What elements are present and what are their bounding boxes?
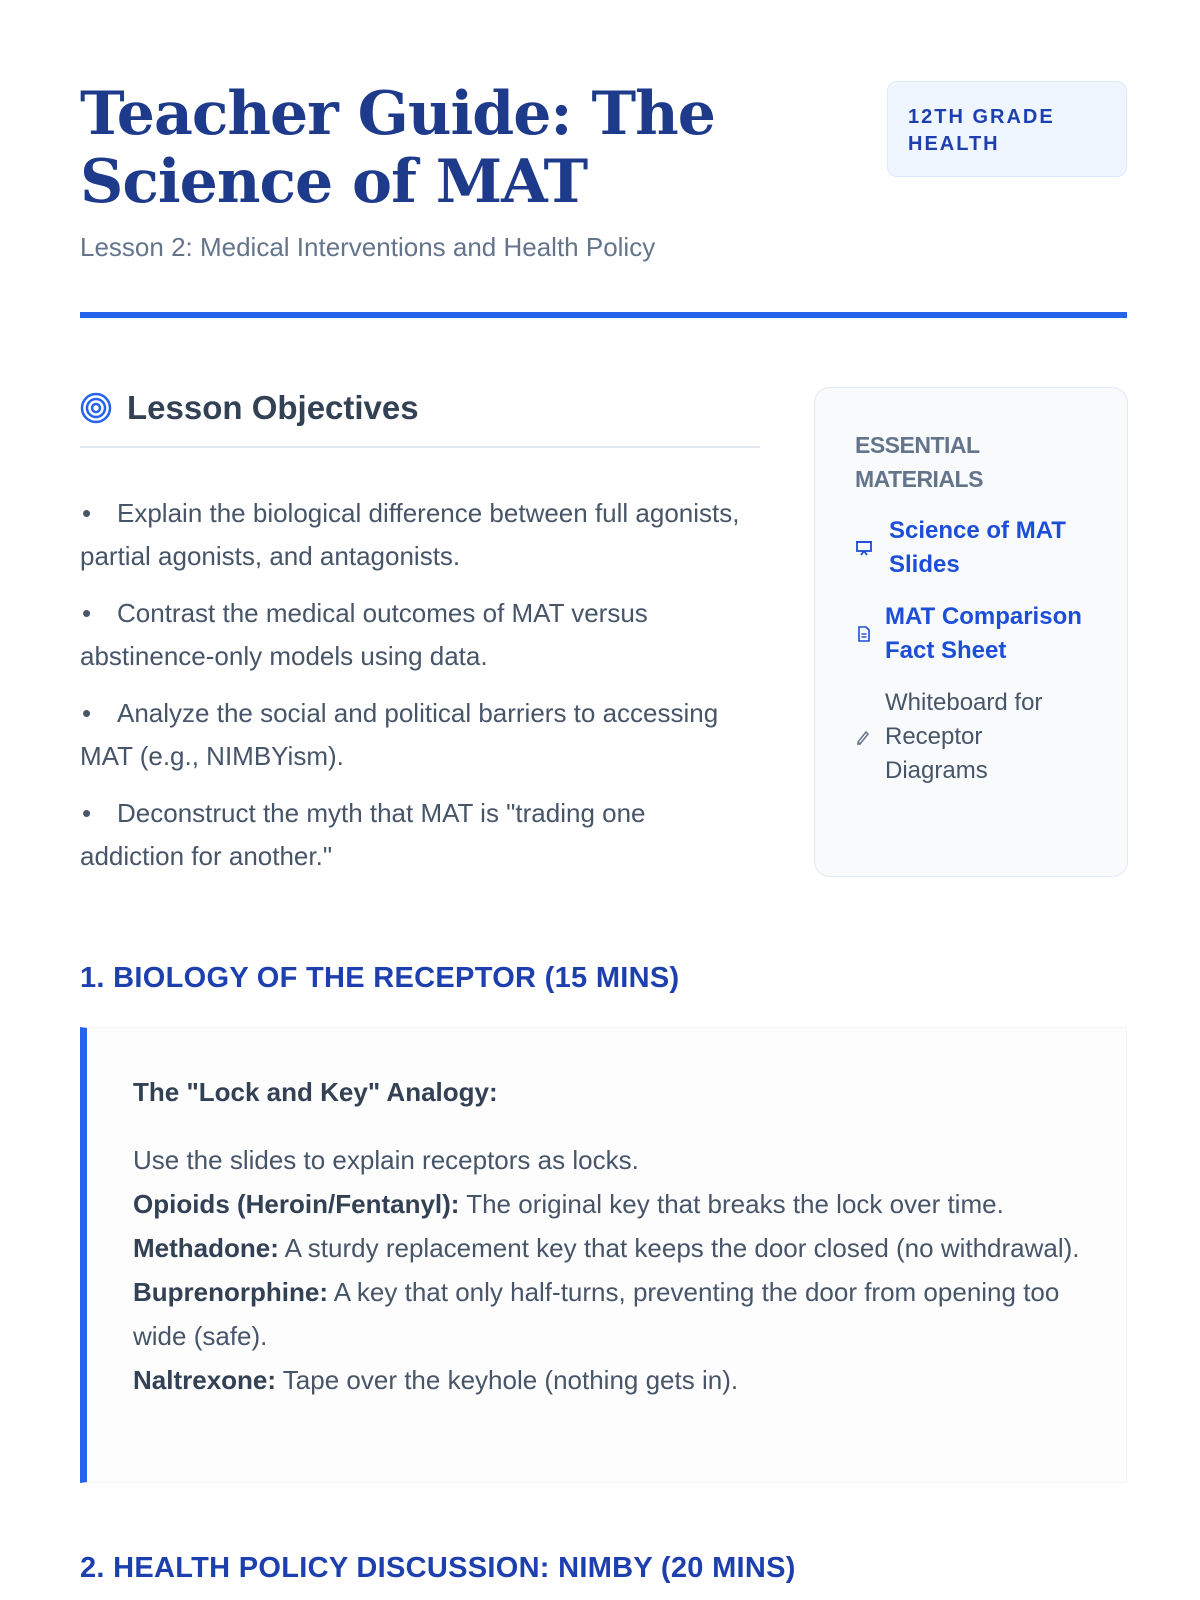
material-item-fact-sheet[interactable] [855, 600, 1087, 668]
materials-title: ESSENTIAL MATERIALS [855, 432, 983, 492]
list-item [133, 1182, 1080, 1226]
material-item-slides[interactable] [855, 514, 1087, 582]
term-text: The original key that breaks the lock over time. [459, 1189, 1004, 1219]
list-item [80, 492, 740, 578]
term-label: Buprenorphine: [133, 1277, 328, 1307]
fact-sheet-link[interactable]: MAT Comparison Fact Sheet [885, 603, 1082, 664]
objectives-list [80, 492, 740, 892]
term-text: Tape over the keyhole (nothing gets in). [276, 1365, 739, 1395]
objectives-heading-text: Lesson Objectives [127, 389, 419, 426]
section-heading-policy: 2. HEALTH POLICY DISCUSSION: NIMBY (20 MINS) [80, 1552, 796, 1584]
header-divider [80, 312, 1127, 318]
objective-text: Analyze the social and political barriers to accessing MAT (e.g., NIMBYism). [80, 698, 719, 771]
section-heading-biology: 1. BIOLOGY OF THE RECEPTOR (15 MINS) [80, 962, 680, 994]
lesson-subtitle: Lesson 2: Medical Interventions and Health Policy [80, 232, 656, 262]
callout-title: The "Lock and Key" Analogy: [133, 1077, 498, 1107]
list-item [80, 592, 740, 678]
list-item [80, 792, 740, 878]
objective-text: Explain the biological difference between full agonists, partial agonists, and antagonists. [80, 498, 740, 571]
term-label: Methadone: [133, 1233, 279, 1263]
bullet-icon: • [82, 698, 92, 728]
list-item [133, 1226, 1080, 1270]
page-title: Teacher Guide: The Science of MAT [80, 79, 715, 217]
bullet-icon: • [82, 598, 92, 628]
slides-link[interactable]: Science of MAT Slides [889, 517, 1066, 578]
grade-badge: 12TH GRADE HEALTH [887, 81, 1127, 177]
target-icon [80, 392, 112, 424]
bullet-icon: • [82, 498, 92, 528]
document-icon [855, 625, 873, 643]
term-text: A sturdy replacement key that keeps the door closed (no withdrawal). [278, 1233, 1080, 1263]
term-label: Opioids (Heroin/Fentanyl): [133, 1189, 460, 1219]
term-label: Naltrexone: [133, 1365, 277, 1395]
objective-text: Contrast the medical outcomes of MAT versus abstinence-only models using data. [80, 598, 648, 671]
list-item [133, 1358, 1080, 1402]
term-text: A key that only half-turns, preventing the door from opening too wide (safe). [133, 1277, 1060, 1351]
lock-key-callout [80, 1027, 1127, 1483]
list-item [133, 1270, 1080, 1358]
list-item [80, 692, 740, 778]
objectives-heading [80, 388, 760, 448]
marker-icon [855, 729, 871, 745]
callout-intro: Use the slides to explain receptors as locks. [133, 1145, 639, 1175]
material-item-whiteboard [855, 686, 1087, 788]
callout-body [133, 1138, 1080, 1402]
presentation-icon [855, 539, 873, 557]
bullet-icon: • [82, 798, 92, 828]
whiteboard-text: Whiteboard for Receptor Diagrams [885, 689, 1043, 784]
objective-text: Deconstruct the myth that MAT is "trading one addiction for another." [80, 798, 646, 871]
materials-card [814, 387, 1128, 877]
